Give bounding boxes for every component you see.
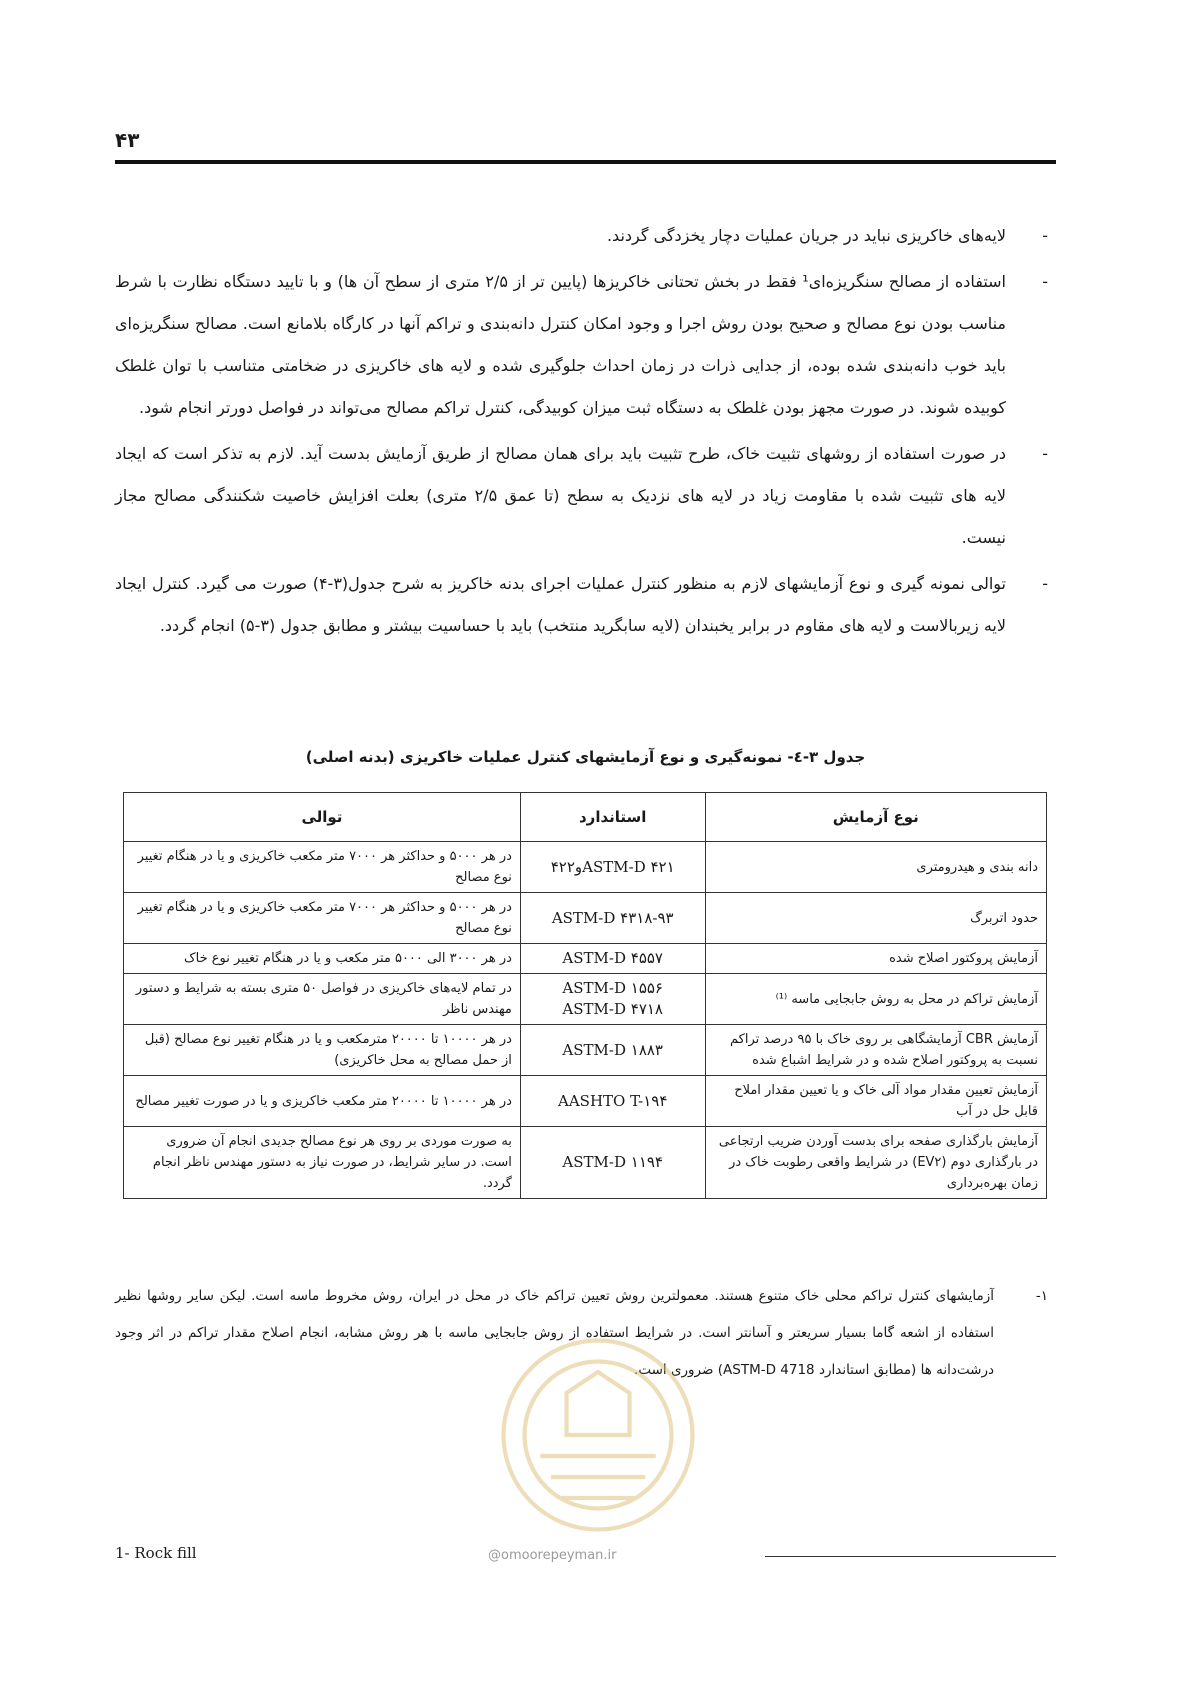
body-text <box>115 215 1056 651</box>
bullet-item <box>115 215 1056 257</box>
cell-frequency: در هر ۵۰۰۰ و حداکثر هر ۷۰۰۰ متر مکعب خاکریزی و یا در هنگام تغییر نوع مصالح <box>124 842 521 893</box>
header-test: نوع آزمایش <box>705 793 1047 842</box>
bullet-marker: - <box>1042 444 1048 463</box>
cell-standard: AASHTO T-۱۹۴ <box>520 1076 705 1127</box>
table-row <box>124 1025 1047 1076</box>
cell-frequency: در هر ۳۰۰۰ الی ۵۰۰۰ متر مکعب و یا در هنگام تغییر نوع خاک <box>124 944 521 974</box>
table-row <box>124 1076 1047 1127</box>
standard-line: ASTM-D ۱۵۵۶ <box>562 979 663 997</box>
table-row <box>124 944 1047 974</box>
page-number: ۴۳ <box>115 128 140 152</box>
bullet-text: توالی نمونه گیری و نوع آزمایشهای لازم به منظور کنترل عملیات اجرای بدنه خاکریز به شرح جدول(۳-۴) صورت می گیرد. کنترل ایجاد لایه زیربالاست و لایه های مقاوم در برابر یخبندان (لایه سابگرید منتخب) باید با حساسیت بیشتر و مطابق جدول (۳-۵) انجام گردد. <box>115 574 1007 635</box>
cell-frequency: در هر ۱۰۰۰۰ تا ۲۰۰۰۰ مترمکعب و یا در هنگام تغییر نوع مصالح (قبل از حمل مصالح به محل خاکریزی) <box>124 1025 521 1076</box>
cell-test: آزمایش بارگذاری صفحه برای بدست آوردن ضریب ارتجاعی در بارگذاری دوم (EV۲) در شرایط واقعی رطوبت خاک در زمان بهره‌برداری <box>705 1127 1047 1199</box>
table-row <box>124 1127 1047 1199</box>
footnote-marker: ۱- <box>1035 1288 1048 1304</box>
cell-test: دانه بندی و هیدرومتری <box>705 842 1047 893</box>
cell-frequency: در تمام لایه‌های خاکریزی در فواصل ۵۰ متری بسته به شرایط و دستور مهندس ناظر <box>124 974 521 1025</box>
cell-standard: ASTM-D ۴۵۵۷ <box>520 944 705 974</box>
watermark-text: @omoorepeyman.ir <box>488 1548 617 1563</box>
bullet-text: در صورت استفاده از روشهای تثبیت خاک، طرح تثبیت باید برای همان مصالح از طریق آزمایش بدست آید. لازم به تذکر است که ایجاد لایه های تثبیت شده با مقاومت زیاد در لایه های نزدیک به سطح (تا عمق ۲/۵ متری) بعلت افزایش خاصیت شکنندگی مصالح مجاز نیست. <box>115 444 1006 547</box>
table-row <box>124 893 1047 944</box>
header-frequency: توالی <box>124 793 521 842</box>
table-row <box>124 842 1047 893</box>
table-row <box>124 974 1047 1025</box>
cell-standard <box>520 974 705 1025</box>
cell-frequency: در هر ۵۰۰۰ و حداکثر هر ۷۰۰۰ متر مکعب خاکریزی و یا در هنگام تغییر نوع مصالح <box>124 893 521 944</box>
cell-test: آزمایش تعیین مقدار مواد آلی خاک و یا تعیین مقدار املاح قابل حل در آب <box>705 1076 1047 1127</box>
footnote-rule <box>765 1556 1056 1557</box>
cell-test: آزمایش CBR آزمایشگاهی بر روی خاک با ۹۵ درصد تراکم نسبت به پروکتور اصلاح شده و در شرایط اشباع شده <box>705 1025 1047 1076</box>
bullet-text: استفاده از مصالح سنگریزه‌ای¹ فقط در بخش تحتانی خاکریزها (پایین تر از ۲/۵ متری از سطح آن ها) و با تایید دستگاه نظارت با شرط مناسب بودن نوع مصالح و صحیح بودن روش اجرا و وجود امکان کنترل دانه‌بندی و تراکم آنها در کارگاه بلامانع است. مصالح سنگریزه‌ای باید خوب دانه‌بندی شده بوده، از جدایی ذرات در زمان احداث جلوگیری شده و لایه های خاکریزی در ضخامتی متناسب با توان غلطک کوبیده شوند. در صورت مجهز بودن غلطک به دستگاه ثبت میزان کوبیدگی، کنترل تراکم مصالح می‌تواند در فواصل دورتر انجام شود. <box>115 272 1006 417</box>
table-caption: جدول ۳-٤- نمونه‌گیری و نوع آزمایشهای کنترل عملیات خاکریزی (بدنه اصلی) <box>305 748 866 766</box>
cell-test: آزمایش تراکم در محل به روش جابجایی ماسه ⁽¹⁾ <box>705 974 1047 1025</box>
table-header-row <box>124 793 1047 842</box>
bullet-marker: - <box>1042 272 1048 291</box>
cell-test: آزمایش پروکتور اصلاح شده <box>705 944 1047 974</box>
bullet-item <box>115 563 1056 647</box>
bullet-item <box>115 433 1056 559</box>
cell-frequency: در هر ۱۰۰۰۰ تا ۲۰۰۰۰ متر مکعب خاکریزی و یا در صورت تغییر مصالح <box>124 1076 521 1127</box>
cell-standard: ASTM-D ۱۱۹۴ <box>520 1127 705 1199</box>
cell-test: حدود اتربرگ <box>705 893 1047 944</box>
footnote-text: آزمایشهای کنترل تراکم محلی خاک متنوع هستند. معمولترین روش تعیین تراکم خاک در محل در ایران، روش مخروط ماسه است. لیکن سایر روشها نظیر استفاده از اشعه گاما بسیار سریعتر و آسانتر است. در شرایط استفاده از روش جابجایی ماسه با هر روش مشابه، انجام اصلاح مقدار تراکم در اثر وجود درشت‌دانه ها (مطابق استاندارد ASTM-D 4718) ضروری است. <box>115 1288 994 1378</box>
cell-standard: ASTM-D ۴۲۱و۴۲۲ <box>520 842 705 893</box>
tests-table <box>123 792 1047 1199</box>
cell-standard: ASTM-D ۴۳۱۸-۹۳ <box>520 893 705 944</box>
bullet-item <box>115 261 1056 429</box>
english-footnote: 1- Rock fill <box>115 1544 197 1562</box>
header-standard: استاندارد <box>520 793 705 842</box>
cell-frequency: به صورت موردی بر روی هر نوع مصالح جدیدی انجام آن ضروری است. در سایر شرایط، در صورت نیاز به دستور مهندس ناظر انجام گردد. <box>124 1127 521 1199</box>
bullet-text: لایه‌های خاکریزی نباید در جریان عملیات دچار یخزدگی گردند. <box>606 226 1006 245</box>
watermark-logo-icon <box>493 1330 703 1540</box>
cell-standard: ASTM-D ۱۸۸۳ <box>520 1025 705 1076</box>
header-rule <box>115 160 1056 164</box>
bullet-marker: - <box>1042 226 1048 245</box>
standard-line: ASTM-D ۴۷۱۸ <box>562 1000 663 1018</box>
bullet-marker: - <box>1042 574 1048 593</box>
